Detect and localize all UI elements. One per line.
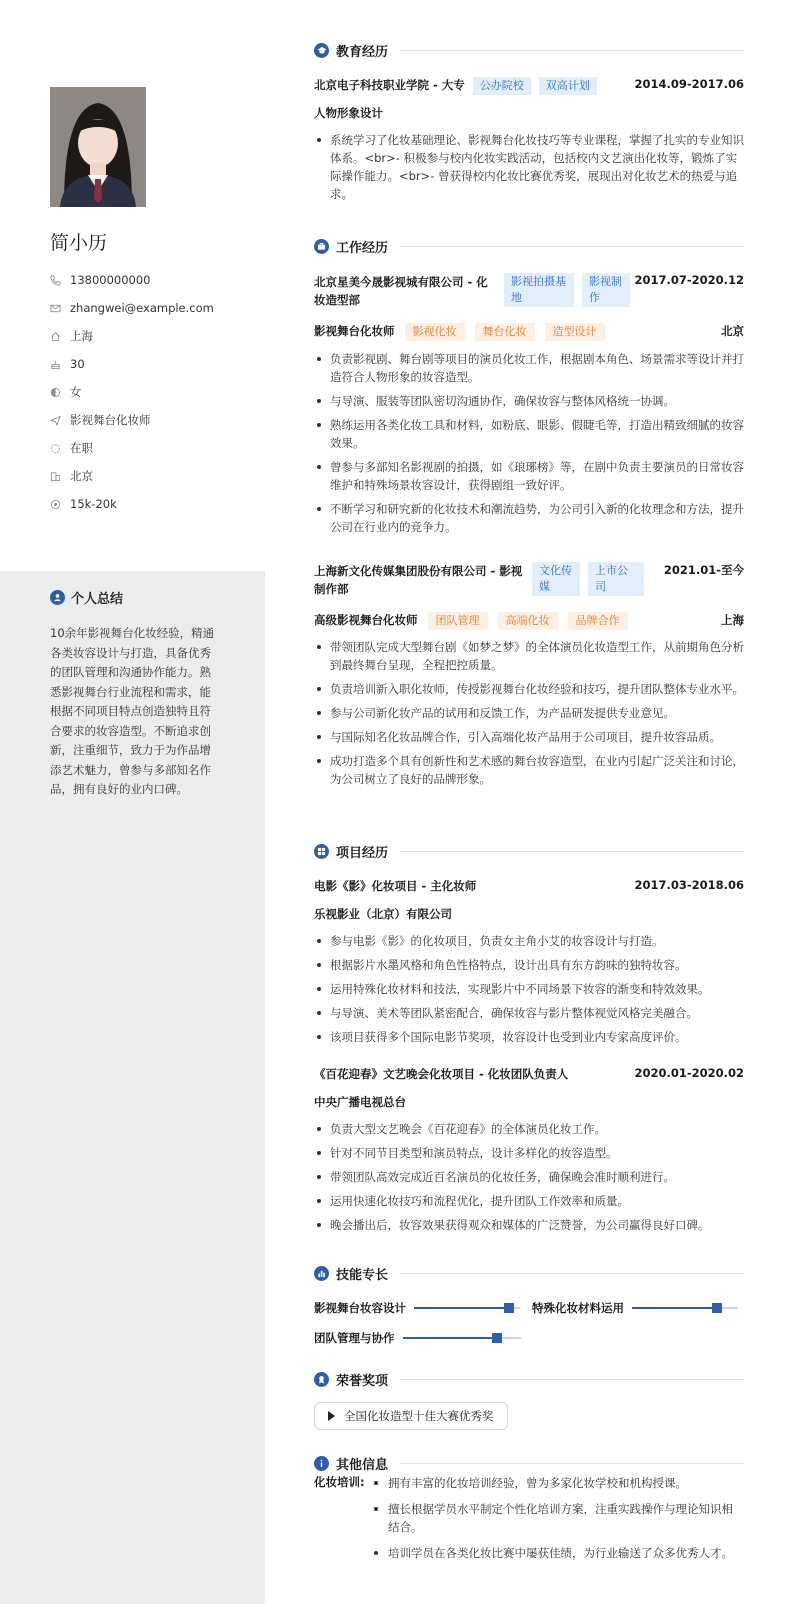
- list-item: 与导演、服装等团队密切沟通协作，确保妆容与整体风格统一协调。: [314, 392, 744, 410]
- company-tag: 影视拍摄基地: [504, 273, 574, 307]
- skill-name: 影视舞台妆容设计: [314, 1301, 406, 1315]
- company-tag: 影视制作: [582, 273, 630, 307]
- education-major: 人物形象设计: [314, 106, 383, 120]
- skill-name: 特殊化妆材料运用: [532, 1301, 624, 1315]
- section-divider: [400, 50, 744, 51]
- user-icon: [50, 590, 65, 605]
- job-position: 高级影视舞台化妆师: [314, 613, 418, 627]
- skill-knob: [504, 1303, 514, 1313]
- contact-info-list: [50, 266, 260, 518]
- skill-item: [314, 1300, 520, 1316]
- project-date: 2017.03-2018.06: [634, 878, 744, 892]
- project-date: 2020.01-2020.02: [634, 1066, 744, 1080]
- section-other: [314, 1454, 744, 1473]
- info-text: 影视舞台化妆师: [70, 413, 151, 427]
- status-icon: [50, 443, 70, 454]
- send-icon: [50, 415, 70, 426]
- summary-text: 10余年影视舞台化妆经验，精通各类妆容设计与打造，具备优秀的团队管理和沟通协作能力。熟悉影视舞台行业流程和需求，能根据不同项目特点创造独特且符合要求的妆容造型。不断追求创新，注重细节，致力于为作品增添艺术魅力，曾参与多部知名作品，拥有良好的业内口碑。: [50, 626, 215, 796]
- info-text: 北京: [70, 469, 93, 483]
- info-text: 13800000000: [70, 273, 151, 287]
- project-header: [314, 1066, 744, 1082]
- skill-fill: [414, 1307, 509, 1309]
- project-org-row: [314, 906, 744, 922]
- skill-tag: 团队管理: [428, 612, 488, 630]
- company-name: 北京星美今晟影视城有限公司 - 化妆造型部: [314, 275, 488, 307]
- company-name: 上海新文化传媒集团股份有限公司 - 影视制作部: [314, 564, 523, 596]
- section-divider: [400, 1273, 744, 1274]
- play-triangle-icon: [328, 1411, 335, 1421]
- job-position-row: [314, 323, 744, 341]
- project-bullets: [314, 1120, 744, 1240]
- section-divider: [400, 246, 744, 247]
- info-text: 在职: [70, 441, 93, 455]
- school-tag: 公办院校: [473, 77, 531, 95]
- list-item: 根据影片水墨风格和角色性格特点，设计出具有东方韵味的独特妆容。: [314, 956, 744, 974]
- project-org-row: [314, 1094, 744, 1110]
- list-item: 成功打造多个具有创新性和艺术感的舞台妆容造型，在业内引起广泛关注和讨论，为公司树立了良好的品牌形象。: [314, 752, 744, 788]
- list-item: 不断学习和研究新的化妆技术和潮流趋势，为公司引入新的化妆理念和方法，提升公司在行业内的竞争力。: [314, 500, 744, 536]
- other-label: 化妆培训:: [314, 1475, 365, 1489]
- project-org: 乐视影业（北京）有限公司: [314, 907, 452, 921]
- skill-tag: 品牌合作: [568, 612, 628, 630]
- education-major-row: [314, 105, 744, 121]
- project-org: 中央广播电视总台: [314, 1095, 406, 1109]
- summary-title: 个人总结: [71, 592, 124, 607]
- mail-icon: [50, 303, 70, 314]
- skill-tag: 舞台化妆: [475, 323, 535, 341]
- skill-bar: [414, 1307, 520, 1309]
- list-item: 该项目获得多个国际电影节奖项，妆容设计也受到业内专家高度评价。: [314, 1028, 744, 1046]
- phone-icon: [50, 275, 70, 286]
- briefcase-icon: [314, 239, 329, 254]
- list-item: 熟练运用各类化妆工具和材料，如粉底、眼影、假睫毛等，打造出精致细腻的妆容效果。: [314, 416, 744, 452]
- avatar: [50, 87, 146, 207]
- section-title: 项目经历: [336, 846, 389, 861]
- profile-name: 简小历: [50, 232, 108, 254]
- home-icon: [50, 331, 70, 342]
- info-location: [50, 322, 260, 350]
- job-date: 2017.07-2020.12: [634, 273, 744, 287]
- section-work: [314, 237, 744, 256]
- company-tag: 上市公司: [588, 562, 644, 596]
- skill-tag: 高端化妆: [498, 612, 558, 630]
- list-item: 带领团队完成大型舞台剧《如梦之梦》的全体演员化妆造型工作，从前期角色分析到最终舞台呈现，全程把控质量。: [314, 638, 744, 674]
- section-honors: [314, 1370, 744, 1389]
- graduation-cap-icon: [314, 43, 329, 58]
- gender-icon: [50, 387, 70, 398]
- job-position: 影视舞台化妆师: [314, 324, 395, 338]
- skill-bar: [632, 1307, 738, 1309]
- list-item: 负责影视剧、舞台剧等项目的演员化妆工作，根据剧本角色、场景需求等设计并打造符合人物形象的妆容造型。: [314, 350, 744, 386]
- info-phone: [50, 266, 260, 294]
- info-gender: [50, 378, 260, 406]
- skill-fill: [632, 1307, 717, 1309]
- job-bullets: [314, 350, 744, 542]
- skill-tag: 造型设计: [545, 323, 605, 341]
- section-divider: [400, 1379, 744, 1380]
- section-divider: [400, 851, 744, 852]
- school-name: 北京电子科技职业学院 - 大专: [314, 78, 465, 92]
- job-city: 上海: [721, 613, 744, 627]
- grid-icon: [314, 844, 329, 859]
- info-text: 15k-20k: [70, 497, 117, 511]
- list-item: 负责大型文艺晚会《百花迎春》的全体演员化妆工作。: [314, 1120, 744, 1138]
- cake-icon: [50, 359, 70, 370]
- project-header: [314, 878, 744, 894]
- list-item: 参与电影《影》的化妆项目，负责女主角小艾的妆容设计与打造。: [314, 932, 744, 950]
- skill-name: 团队管理与协作: [314, 1331, 395, 1345]
- job-position-row: [314, 612, 744, 630]
- list-item: 负责培训新入职化妆师，传授影视舞台化妆经验和技巧，提升团队整体专业水平。: [314, 680, 744, 698]
- list-item: 运用特殊化妆材料和技法，实现影片中不同场景下妆容的渐变和特效效果。: [314, 980, 744, 998]
- skill-tag: 影视化妆: [405, 323, 465, 341]
- skill-knob: [492, 1333, 502, 1343]
- list-item: 参与公司新化妆产品的试用和反馈工作，为产品研发提供专业意见。: [314, 704, 744, 722]
- company-tag: 文化传媒: [532, 562, 580, 596]
- skill-item: [532, 1300, 738, 1316]
- info-text: 女: [70, 385, 82, 399]
- job-header: [314, 273, 744, 309]
- list-item: 晚会播出后，妆容效果获得观众和媒体的广泛赞誉，为公司赢得良好口碑。: [314, 1216, 744, 1234]
- education-date: 2014.09-2017.06: [634, 77, 744, 91]
- skill-knob: [712, 1303, 722, 1313]
- list-item: 拥有丰富的化妆培训经验，曾为多家化妆学校和机构授课。: [372, 1474, 744, 1492]
- award-icon: [314, 1372, 329, 1387]
- info-icon: [314, 1456, 329, 1471]
- info-salary: [50, 490, 260, 518]
- summary-heading: [50, 588, 123, 607]
- list-item: 针对不同节目类型和演员特点，设计多样化的妆容造型。: [314, 1144, 744, 1162]
- section-title: 荣誉奖项: [336, 1374, 389, 1389]
- info-text: zhangwei@example.com: [70, 301, 214, 315]
- info-city: [50, 462, 260, 490]
- bar-chart-icon: [314, 1266, 329, 1281]
- list-item: 曾参与多部知名影视剧的拍摄，如《琅琊榜》等，在剧中负责主要演员的日常妆容维护和特殊场景妆容设计，获得剧组一致好评。: [314, 458, 744, 494]
- job-bullets: [314, 638, 744, 794]
- info-status: [50, 434, 260, 462]
- skill-item: [314, 1330, 521, 1346]
- section-projects: [314, 842, 744, 861]
- info-email: [50, 294, 260, 322]
- school-tag: 双高计划: [539, 77, 597, 95]
- list-item: 带领团队高效完成近百名演员的化妆任务，确保晚会准时顺利进行。: [314, 1168, 744, 1186]
- award-label: 全国化妆造型十佳大赛优秀奖: [344, 1409, 494, 1423]
- info-position: [50, 406, 260, 434]
- info-age: [50, 350, 260, 378]
- info-text: 30: [70, 357, 85, 371]
- salary-icon: [50, 499, 70, 510]
- other-bullets: [372, 1474, 744, 1570]
- section-title: 技能专长: [336, 1268, 389, 1283]
- job-header: [314, 562, 744, 598]
- section-title: 工作经历: [336, 241, 389, 256]
- section-skills: [314, 1264, 744, 1283]
- section-education: [314, 41, 744, 60]
- list-item: 与导演、美术等团队紧密配合，确保妆容与影片整体视觉风格完美融合。: [314, 1004, 744, 1022]
- building-icon: [50, 471, 70, 482]
- section-title: 教育经历: [336, 45, 389, 60]
- list-item: 培训学员在各类化妆比赛中屡获佳绩，为行业输送了众多优秀人才。: [372, 1544, 744, 1562]
- skill-bar: [403, 1337, 521, 1339]
- info-text: 上海: [70, 329, 93, 343]
- education-header: [314, 77, 744, 95]
- education-bullets: [314, 131, 744, 209]
- list-item: 与国际知名化妆品牌合作，引入高端化妆产品用于公司项目，提升妆容品质。: [314, 728, 744, 746]
- project-name: 《百花迎春》文艺晚会化妆项目 - 化妆团队负责人: [314, 1067, 569, 1081]
- skill-fill: [403, 1337, 497, 1339]
- project-bullets: [314, 932, 744, 1052]
- job-date: 2021.01-至今: [663, 563, 744, 577]
- section-divider: [400, 1463, 744, 1464]
- job-city: 北京: [721, 324, 744, 338]
- list-item: 运用快速化妆技巧和流程优化，提升团队工作效率和质量。: [314, 1192, 744, 1210]
- list-item: 擅长根据学员水平制定个性化培训方案，注重实践操作与理论知识相结合。: [372, 1500, 744, 1536]
- award-item[interactable]: [314, 1402, 508, 1430]
- section-title: 其他信息: [336, 1458, 389, 1473]
- project-name: 电影《影》化妆项目 - 主化妆师: [314, 879, 477, 893]
- list-item: 系统学习了化妆基础理论、影视舞台化妆技巧等专业课程，掌握了扎实的专业知识体系。<br>- 积极参与校内化妆实践活动，包括校内文艺演出化妆等，锻炼了实际操作能力。<br>- 曾获得校内化妆比赛优秀奖，展现出对化妆艺术的热爱与追求。: [314, 131, 744, 203]
